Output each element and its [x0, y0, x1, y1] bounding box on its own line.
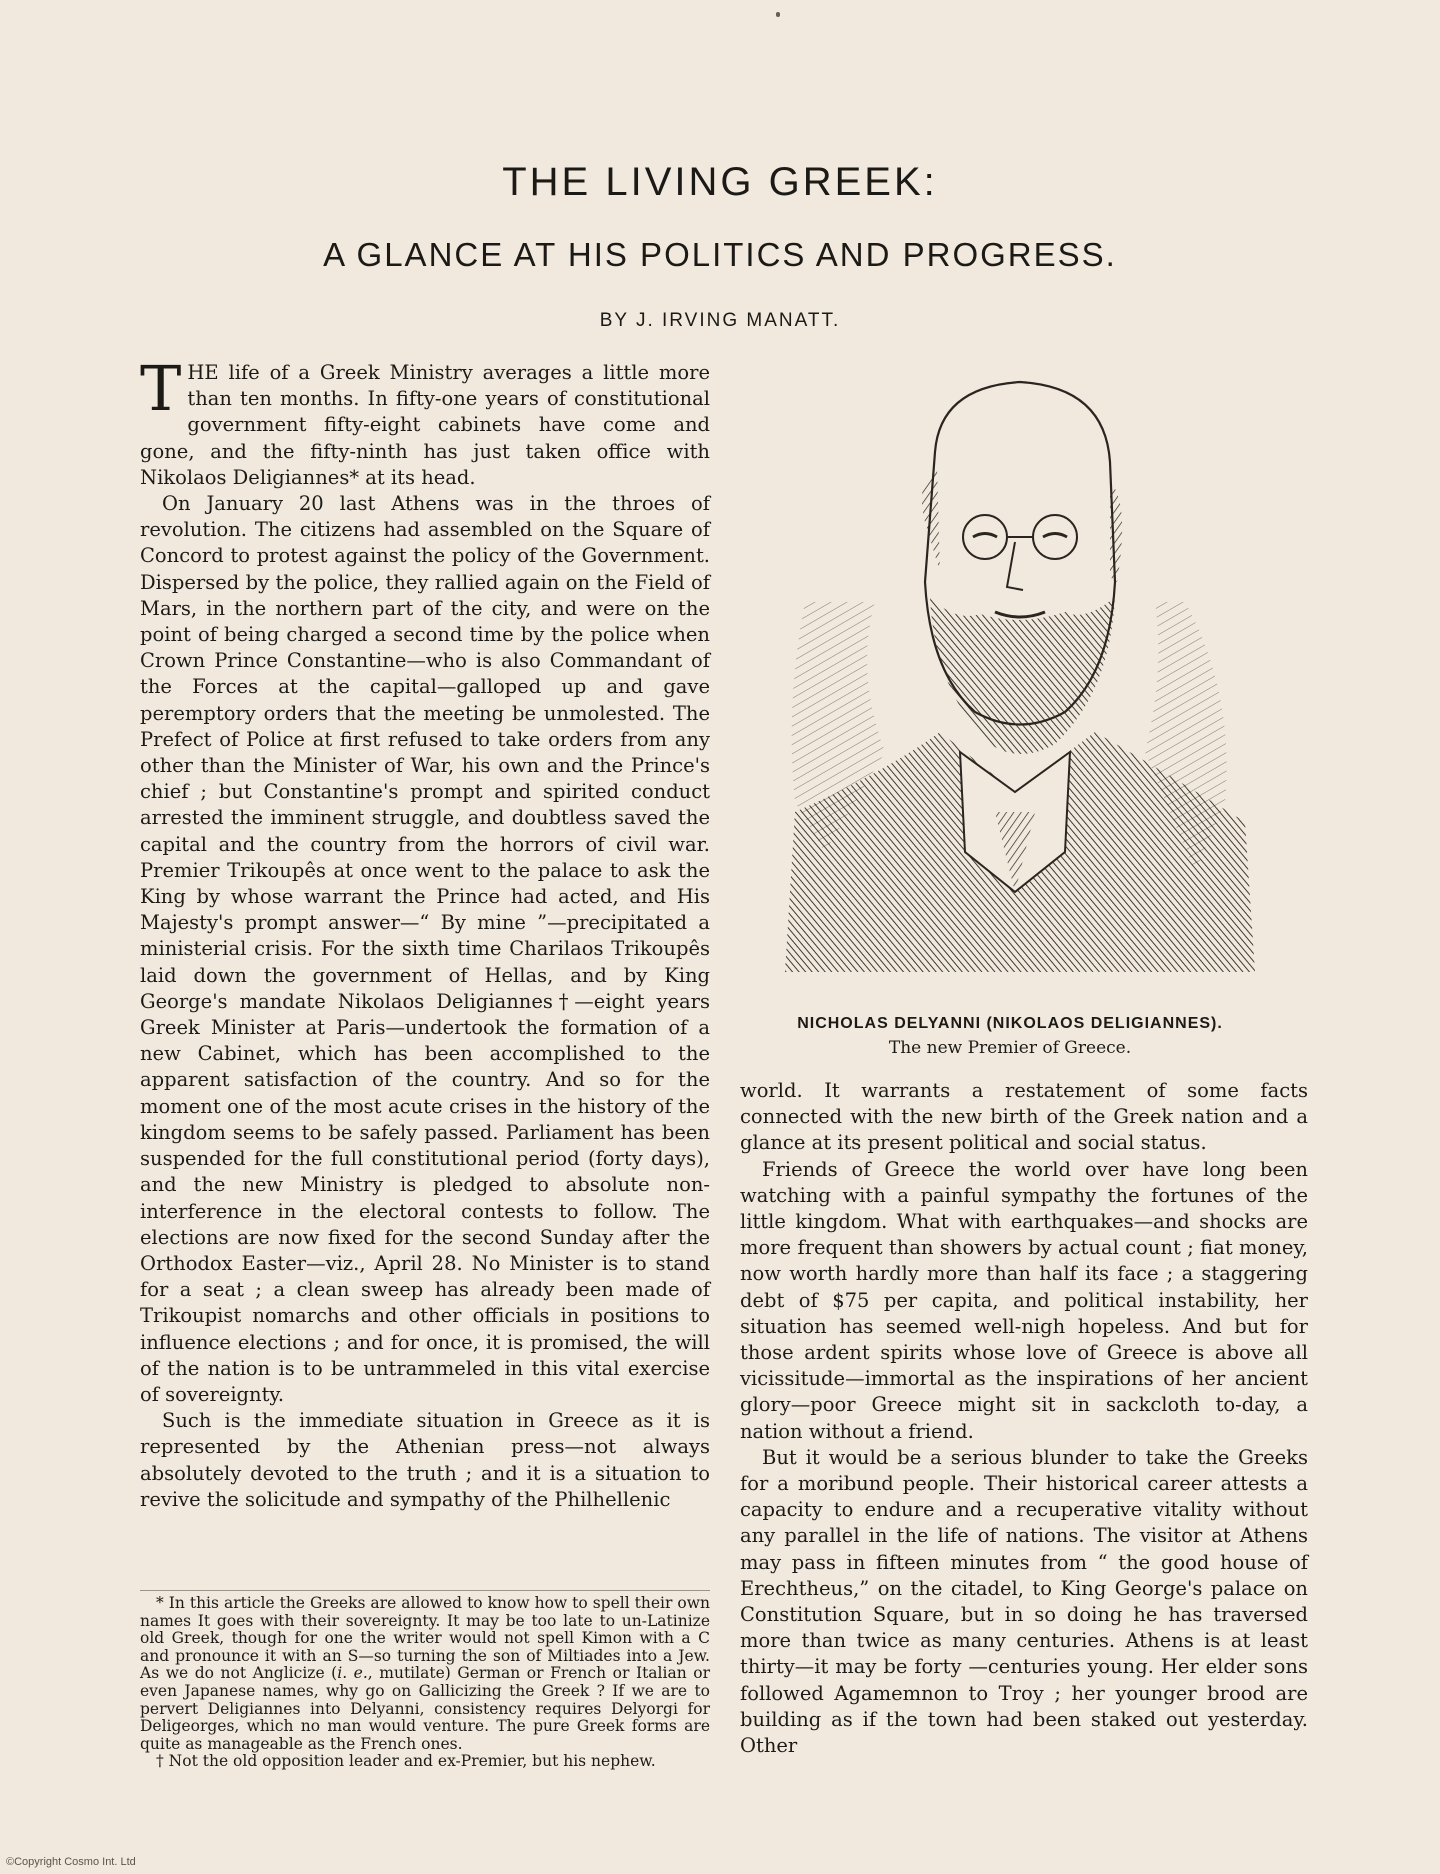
article-byline: BY J. IRVING MANATT.: [599, 310, 841, 331]
ink-speck: [776, 12, 780, 17]
portrait-engraving: [765, 372, 1265, 972]
paragraph-1-text: HE life of a Greek Ministry averages a little more than ten months. In fifty-one years of constitutional government fifty-eight cabinets have come and gone, and the fifty-ninth has just taken office with Nikolaos Deligiannes* at its head.: [140, 361, 710, 489]
paragraph-2: On January 20 last Athens was in the throes of revolution. The citizens had assembled on the Square of Concord to protest against the policy of the Government. Dispersed by the police, they rallied again on the Field of Mars, in the northern part of the city, and were on the point of being charged a second time by the police when Crown Prince Constantine—who is also Commandant of the Forces at the capital—galloped up and gave peremptory orders that the meeting be unmolested. The Prefect of Police at first refused to take orders from any other than the Minister of War, his own and the Prince's chief ; but Constantine's prompt and spirited conduct arrested the imminent struggle, and doubtless saved the capital and the country from the horrors of civil war. Premier Trikoupês at once went to the palace to ask the King by whose warrant the Prince had acted, and His Majesty's prompt answer—“ By mine ”—precipitated a ministerial crisis. For the sixth time Charilaos Trikoupês laid down the government of Hellas, and by King George's mandate Nikolaos Deligiannes†—eight years Greek Minister at Paris—undertook the formation of a new Cabinet, which has been accomplished to the apparent satisfaction of the country. And so for the moment one of the most acute crises in the history of the kingdom seems to be safely passed. Parliament has been suspended for the full constitutional period (forty days), and the new Ministry is pledged to absolute non-interference in the electoral contests to follow. The elections are now fixed for the second Sunday after the Orthodox Easter—viz., April 28. No Minister is to stand for a seat ; a clean sweep has already been made of Trikoupist nomarchs and other officials in positions to influence elections ; and for once, it is promised, the will of the nation is to be untrammeled in this vital exercise of sovereignty.: [140, 492, 710, 1406]
article-subtitle: A GLANCE AT HIS POLITICS AND PROGRESS.: [323, 236, 1117, 273]
footnote-rule: [140, 1590, 710, 1591]
caption-name: NICHOLAS DELYANNI (NIKOLAOS DELIGIANNES).: [797, 1015, 1223, 1032]
paragraph-6: But it would be a serious blunder to take the Greeks for a moribund people. Their historical career attests a capacity to endure and a recuperative vitality without any parallel in the life of nations. The visitor at Athens may pass in fifteen minutes from “ the good house of Erechtheus,” on the citadel, to King George's palace on Constitution Square, but in so doing he has traversed more than twice as many centuries. Athens is at least thirty—it may be forty —centuries young. Her elder sons followed Agamemnon to Troy ; her younger brood are building as if the town had been staked out yesterday. Other: [740, 1445, 1308, 1758]
drop-cap: T: [140, 352, 182, 425]
left-column: [140, 352, 710, 1513]
article-title: THE LIVING GREEK:: [502, 160, 938, 204]
right-column: [740, 1078, 1308, 1759]
paragraph-3: Such is the immediate situation in Greece as it is represented by the Athenian press—not always absolutely devoted to the truth ; and it is a situation to revive the solicitude and sympathy of the Philhellenic: [140, 1409, 710, 1511]
illustration-caption: [740, 1012, 1280, 1060]
paragraph-4: world. It warrants a restatement of some facts connected with the new birth of the Greek nation and a glance at its present political and social status.: [740, 1079, 1308, 1155]
footnotes: [140, 1590, 710, 1771]
copyright-notice: ©Copyright Cosmo Int. Ltd: [6, 1856, 136, 1868]
paragraph-5: Friends of Greece the world over have long been watching with a painful sympathy the fortunes of the little kingdom. What with earthquakes—and shocks are more frequent than showers by actual count ; fiat money, now worth hardly more than half its face ; a staggering debt of $75 per capita, and political instability, her situation has seemed well-nigh hopeless. And but for those ardent spirits whose love of Greece is above all vicissitude—immortal as the inspirations of her ancient glory—poor Greece might sit in sackcloth to-day, a nation without a friend.: [740, 1157, 1308, 1443]
caption-role: The new Premier of Greece.: [888, 1038, 1132, 1058]
footnote-1: * In this article the Greeks are allowed to know how to spell their own names It goes with their sovereignty. It may be too late to un-Latinize old Greek, though for one the writer would not spell Kimon with a C and pronounce it with an S—so turning the son of Miltiades into a Jew. As we do not Anglicize (i. e., mutilate) German or French or Italian or even Japanese names, why go on Gallicizing the Greek ? If we are to pervert Deligiannes into Delyanni, consistency requires Delyorgi for Deligeorges, which no man would venture. The pure Greek forms are quite as manageable as the French ones.: [140, 1594, 710, 1753]
paragraph-1: [140, 352, 710, 491]
footnote-2: † Not the old opposition leader and ex-Premier, but his nephew.: [156, 1752, 656, 1771]
